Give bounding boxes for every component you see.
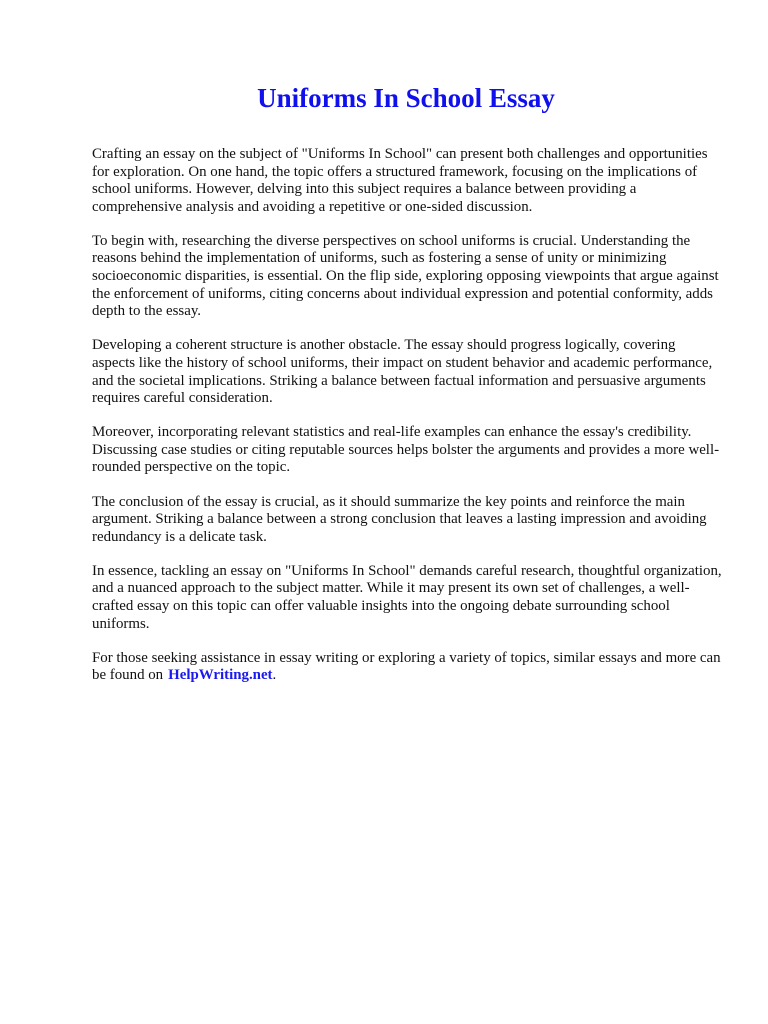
paragraph-2: To begin with, researching the diverse perspectives on school uniforms is crucial. Understanding the reasons behind the implementation of uniforms, such as fostering a sense of unity or minimizing socioeconomic disparities, is essential. On the flip side, exploring opposing viewpoints that argue against the enforcement of uniforms, citing concerns about individual expression and potential conformity, adds depth to the essay. <box>92 232 719 320</box>
paragraph-5: The conclusion of the essay is crucial, as it should summarize the key points and reinforce the main argument. Striking a balance between a strong conclusion that leaves a lasting impression and avoiding redundancy is a delicate task. <box>92 493 707 545</box>
essay-body <box>92 146 722 701</box>
paragraph-6: In essence, tackling an essay on "Uniforms In School" demands careful research, thoughtful organization, and a nuanced approach to the subject matter. While it may present its own set of challenges, a well-crafted essay on this topic can offer valuable insights into the ongoing debate surrounding school uniforms. <box>92 562 722 632</box>
page-title: Uniforms In School Essay <box>257 83 555 113</box>
helpwriting-link[interactable]: HelpWriting.net <box>168 667 273 684</box>
paragraph-3: Developing a coherent structure is another obstacle. The essay should progress logically, covering aspects like the history of school uniforms, their impact on student behavior and academic performance, and the societal implications. Striking a balance between factual information and persuasive arguments requires careful consideration. <box>92 337 713 407</box>
closing-text: For those seeking assistance in essay writing or exploring a variety of topics, similar essays and more can be found on <box>92 649 721 684</box>
closing-paragraph <box>92 650 722 685</box>
paragraph-4: Moreover, incorporating relevant statistics and real-life examples can enhance the essay's credibility. Discussing case studies or citing reputable sources helps bolster the arguments and provides a more well-rounded perspective on the topic. <box>92 424 720 476</box>
paragraph-1: Crafting an essay on the subject of "Uniforms In School" can present both challenges and opportunities for exploration. On one hand, the topic offers a structured framework, focusing on the implications of school uniforms. However, delving into this subject requires a balance between providing a comprehensive analysis and avoiding a repetitive or one-sided discussion. <box>92 146 708 215</box>
closing-suffix: . <box>272 667 277 684</box>
